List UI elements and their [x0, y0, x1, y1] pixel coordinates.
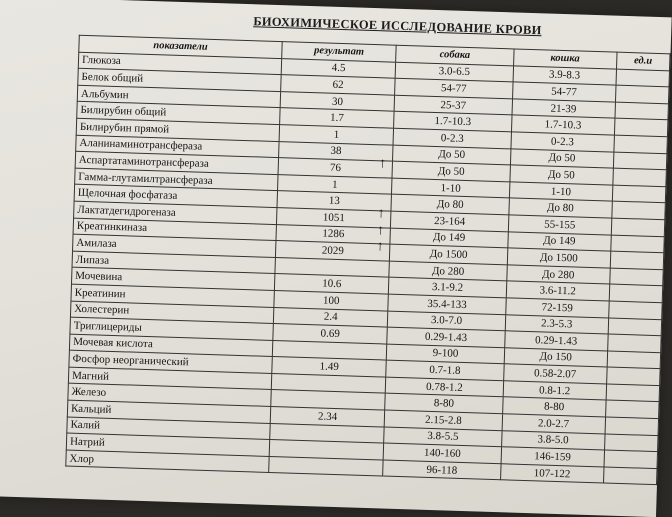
cat-reference-cell: 2.3-5.3: [505, 314, 608, 334]
extra-cell: [605, 400, 659, 418]
cat-reference-cell: 0-2.3: [511, 132, 614, 152]
cat-reference-cell: До 50: [510, 148, 613, 168]
extra-cell: [612, 185, 666, 203]
report-title: БИОХИМИЧЕСКОЕ ИССЛЕДОВАНИЕ КРОВИ: [253, 14, 542, 38]
dog-reference-cell: 1.7-10.3: [394, 112, 512, 132]
cat-reference-cell: 1.7-10.3: [511, 115, 614, 135]
result-value: 1.7: [329, 111, 345, 125]
extra-cell: [614, 135, 668, 153]
up-arrow-icon: ↑: [376, 239, 384, 255]
dog-reference-cell: До 50: [392, 161, 510, 181]
dog-reference-cell: 23-164: [391, 211, 509, 231]
result-value: 1286: [322, 227, 345, 241]
dog-reference-cell: До 50: [393, 145, 511, 165]
parameter-name-cell: Натрий: [66, 433, 269, 456]
parameter-name-cell: Белок общий: [78, 68, 281, 91]
cat-reference-cell: 55-155: [508, 215, 611, 235]
parameter-name-cell: Холестерин: [70, 301, 273, 324]
parameter-name-cell: Калий: [67, 417, 270, 440]
dog-reference-cell: 0.78-1.2: [385, 377, 503, 397]
result-value: 1.49: [319, 360, 339, 374]
column-header-extra: ед.и: [616, 52, 670, 70]
result-value-cell: [269, 456, 384, 476]
cat-reference-cell: 146-159: [501, 447, 604, 467]
cat-reference-cell: 107-122: [500, 464, 603, 484]
parameter-name-cell: Альбумин: [77, 85, 280, 108]
extra-cell: [611, 218, 665, 236]
cat-reference-cell: 3.8-5.0: [501, 430, 604, 450]
extra-cell: [603, 467, 657, 485]
result-value: 4.5: [331, 62, 346, 75]
result-value: 13: [328, 194, 341, 208]
extra-cell: [606, 367, 660, 385]
dog-reference-cell: 140-160: [383, 443, 501, 463]
column-header-parameter: показатели: [79, 35, 282, 58]
dog-reference-cell: 9-100: [387, 344, 505, 364]
cat-reference-cell: 1-10: [509, 182, 612, 202]
result-value: 30: [331, 95, 344, 108]
column-header-cat: кошка: [513, 49, 616, 69]
result-value: 100: [322, 294, 340, 307]
dog-reference-cell: До 149: [390, 228, 508, 248]
dog-reference-cell: До 280: [389, 261, 507, 281]
parameter-name-cell: Гамма-глутамилтрансфераза: [75, 168, 278, 191]
dog-reference-cell: 25-37: [394, 95, 512, 115]
dog-reference-cell: До 80: [391, 194, 509, 214]
dog-reference-cell: 3.0-7.0: [388, 311, 506, 331]
dog-reference-cell: 0.29-1.43: [387, 327, 505, 347]
up-arrow-icon: ↑: [376, 222, 385, 238]
extra-cell: [606, 384, 660, 402]
extra-cell: [613, 152, 667, 170]
up-arrow-icon: ↑: [378, 156, 387, 172]
cat-reference-cell: 3.9-8.3: [513, 66, 616, 86]
cat-reference-cell: 3.6-11.2: [506, 281, 609, 301]
parameter-name-cell: Креатинкиназа: [73, 218, 276, 241]
result-value: 2029: [321, 244, 345, 258]
extra-cell: [612, 201, 666, 219]
dog-reference-cell: 54-77: [395, 78, 513, 98]
dog-reference-cell: 2.15-2.8: [384, 410, 502, 430]
parameter-name-cell: Хлор: [66, 450, 269, 473]
dog-reference-cell: 3.1-9.2: [389, 277, 507, 297]
parameter-name-cell: Билирубин прямой: [76, 118, 279, 141]
result-value: 1051: [322, 211, 346, 224]
extra-cell: [615, 85, 669, 103]
extra-cell: [610, 251, 664, 269]
extra-cell: [607, 351, 661, 369]
dog-reference-cell: 35.4-133: [388, 294, 506, 314]
parameter-name-cell: Железо: [68, 384, 271, 407]
extra-cell: [604, 450, 658, 468]
parameter-name-cell: Мочевина: [71, 267, 274, 290]
result-value: 62: [332, 78, 344, 92]
extra-cell: [605, 417, 659, 435]
up-arrow-icon: ↑: [377, 206, 385, 222]
extra-cell: [611, 235, 665, 253]
cat-reference-cell: До 150: [504, 347, 607, 367]
cat-reference-cell: 0.58-2.07: [503, 364, 606, 384]
parameter-name-cell: Аланинаминотрансфераза: [76, 135, 279, 158]
extra-cell: [607, 334, 661, 352]
parameter-name-cell: Амилаза: [73, 234, 276, 257]
cat-reference-cell: 72-159: [506, 298, 609, 318]
dog-reference-cell: 3.8-5.5: [384, 427, 502, 447]
cat-reference-cell: 0.8-1.2: [503, 381, 606, 401]
cat-reference-cell: 21-39: [512, 99, 615, 119]
cat-reference-cell: До 1500: [507, 248, 610, 268]
parameter-name-cell: Кальций: [67, 400, 270, 423]
cat-reference-cell: 0.29-1.43: [504, 331, 607, 351]
parameter-name-cell: Щелочная фосфатаза: [74, 185, 277, 208]
parameter-name-cell: Креатинин: [71, 284, 274, 307]
extra-cell: [608, 318, 662, 336]
result-value: 76: [329, 161, 342, 174]
cat-reference-cell: До 149: [508, 231, 611, 251]
dog-reference-cell: 0.7-1.8: [386, 360, 504, 380]
cat-reference-cell: 54-77: [512, 82, 615, 102]
parameter-name-cell: Липаза: [72, 251, 275, 274]
dog-reference-cell: До 1500: [390, 244, 508, 264]
extra-cell: [609, 284, 663, 302]
dog-reference-cell: 3.0-6.5: [395, 62, 513, 82]
result-value: 10.6: [321, 277, 342, 291]
parameter-name-cell: Магний: [68, 367, 271, 390]
cat-reference-cell: 2.0-2.7: [502, 414, 605, 434]
cat-reference-cell: До 280: [507, 265, 610, 285]
parameter-name-cell: Фосфор неорганический: [69, 350, 272, 373]
parameter-name-cell: Билирубин общий: [77, 102, 280, 125]
parameter-name-cell: Мочевая кислота: [69, 334, 272, 357]
result-value: 38: [330, 145, 342, 158]
result-value: 2.4: [323, 310, 338, 324]
extra-cell: [613, 168, 667, 186]
parameter-name-cell: Аспартатаминотрансфераза: [75, 151, 278, 174]
parameter-name-cell: Триглицериды: [70, 317, 273, 340]
extra-cell: [616, 69, 670, 87]
dog-reference-cell: 96-118: [383, 460, 501, 480]
extra-cell: [609, 268, 663, 286]
column-header-result: результат: [282, 42, 397, 62]
result-value: 2.34: [317, 410, 338, 423]
dog-reference-cell: 0-2.3: [393, 128, 511, 148]
cat-reference-cell: 8-80: [502, 397, 605, 417]
result-value: 1: [331, 178, 338, 191]
dog-reference-cell: 1-10: [392, 178, 510, 198]
results-table: [65, 35, 670, 486]
extra-cell: [608, 301, 662, 319]
extra-cell: [604, 434, 658, 452]
dog-reference-cell: 8-80: [385, 394, 503, 414]
cat-reference-cell: До 50: [510, 165, 613, 185]
extra-cell: [614, 118, 668, 136]
result-value: 0.69: [320, 327, 341, 340]
extra-cell: [615, 102, 669, 120]
parameter-name-cell: Глюкоза: [78, 52, 281, 75]
result-value: 1: [333, 128, 340, 141]
cat-reference-cell: До 80: [509, 198, 612, 218]
column-header-dog: собака: [396, 45, 514, 65]
parameter-name-cell: Лактатдегидрогеназа: [74, 201, 277, 224]
